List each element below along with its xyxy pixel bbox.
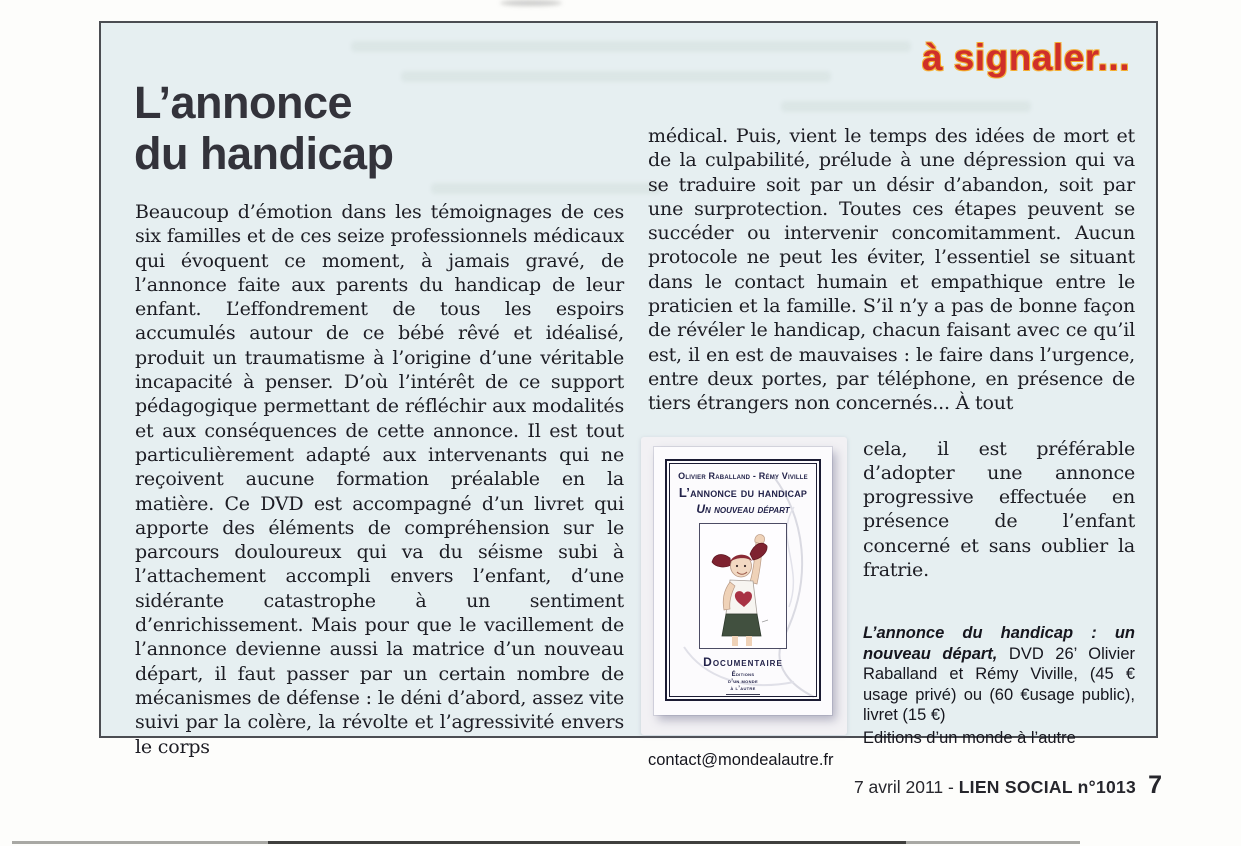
cover-outer-frame <box>665 459 821 701</box>
print-bleed-artifact <box>351 41 911 52</box>
publisher-line2: d’un monde <box>728 678 758 685</box>
page-footer <box>854 771 1162 800</box>
article-body-right-2: cela, il est préférable d’adopter une annonce progressive effectuée en présence de l’enfant concerné et sans oublier la fratrie. <box>863 437 1135 582</box>
caption-publisher: Editions d’un monde à l’autre <box>863 728 1076 747</box>
article-title-line2: du handicap <box>134 128 394 180</box>
cover-title: L’annonce du handicap <box>678 484 808 500</box>
publisher-line1: Éditions <box>731 671 755 678</box>
scan-artifact-line-dark <box>268 841 906 844</box>
cover-illustration-frame <box>699 523 787 649</box>
article-title-line1: L’annonce <box>134 77 353 128</box>
dvd-cover-card <box>654 447 832 715</box>
article-title <box>134 77 394 180</box>
footer-date: 7 avril 2011 - <box>853 777 959 797</box>
article-body-right-1: médical. Puis, vient le temps des idées de mort et de la culpabilité, prélude à une dépression qui va se traduire soit par un désir d’abandon, soit par une surprotection. Toutes ces étapes peuvent se succéder ou intervenir concomitamment. Aucun protocole ne peut les éviter, l’essentiel se situant dans le contact humain et empathique entre le praticien et la famille. S’il n’y a pas de bonne façon de révéler le handicap, chacun faisant avec ce qu’il est, il en est de mauvaises : le faire dans l’urgence, entre deux portes, par téléphone, en présence de tiers étrangers non concernés... À tout <box>648 125 1135 415</box>
right-column <box>648 124 1135 771</box>
cover-authors: Olivier Raballand - Rémy Viville <box>678 470 808 481</box>
footer-magazine-name: LIEN SOCIAL n°1013 <box>958 777 1137 797</box>
cover-genre: Documentaire <box>703 654 783 669</box>
publisher-logo <box>726 672 760 696</box>
article-panel <box>99 21 1158 770</box>
caption-details: DVD 26’ Olivier Raballand et Rémy Viville, (45 € usage privé) ou (60 €usage public), livret (15 €) <box>863 644 1135 725</box>
print-bleed-artifact <box>431 183 661 194</box>
article-body-left: Beaucoup d’émotion dans les témoignages de ces six familles et de ces seize professionnels médicaux qui évoquent ce moment, à jamais gravé, de l’annonce faite aux parents du handicap de leur enfant. L’effondrement de tous les espoirs accumulés autour de ce bébé rêvé et idéalisé, produit un traumatisme à l’origine d’une véritable incapacité à penser. D’où l’intérêt de ce support pédagogique permettant de réfléchir aux modalités et aux conséquences de cette annonce. Il est tout particulièrement adapté aux intervenants qui ne reçoivent aucune formation préalable en la matière. Ce DVD est accompagné d’un livret qui apporte des éléments de compréhension sur le parcours douloureux qui va du séisme subi à l’attachement accompli envers l’enfant, d’une sidérante catastrophe à un sentiment d’enrichissement. Mais pour que le vacillement de l’annonce devienne aussi la matrice d’un nouveau départ, il faut passer par un certain nombre de mécanismes de défense : le déni d’abord, assez vite suivi par la colère, la révolte et l’agressivité envers le corps <box>135 201 624 758</box>
scan-artifact-smudge <box>500 0 562 6</box>
publisher-line3: à l’autre <box>730 685 756 692</box>
caption-title: L’annonce du handicap : un nouveau départ, <box>863 624 1135 663</box>
caption-contact: contact@mondealautre.fr <box>648 751 834 770</box>
girl-illustration <box>700 524 786 648</box>
cover-subtitle: Un nouveau départ <box>696 501 790 516</box>
left-column <box>135 200 624 759</box>
cover-inner-frame <box>669 463 817 697</box>
footer-page-number: 7 <box>1148 771 1162 799</box>
dvd-cover-photo <box>641 437 847 735</box>
print-bleed-artifact <box>401 71 831 82</box>
section-flag: à signaler... <box>921 37 1130 78</box>
print-bleed-artifact <box>781 101 1031 112</box>
